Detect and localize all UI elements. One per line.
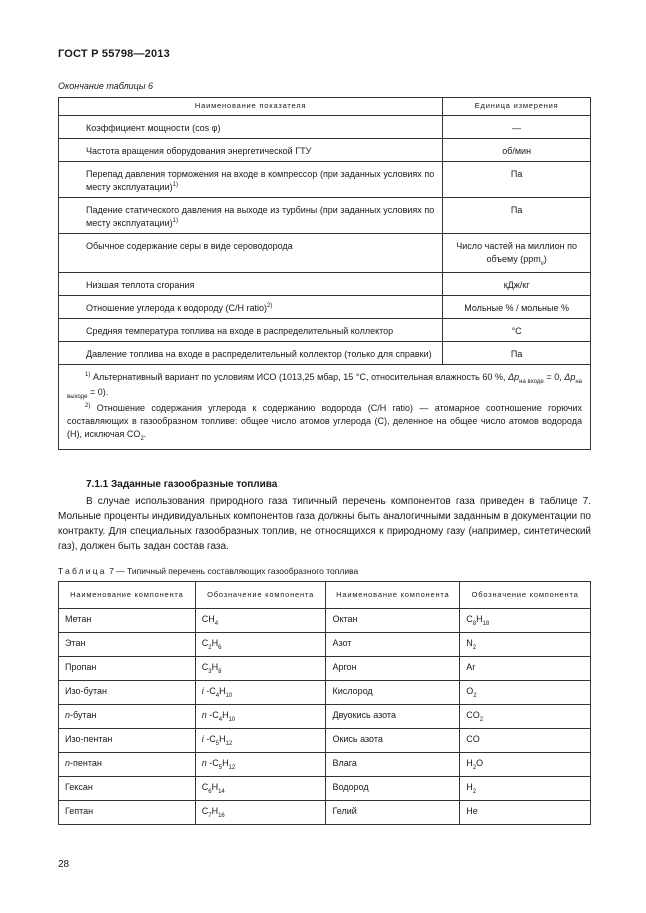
table6 [58,97,591,450]
document-header: ГОСТ Р 55798—2013 [58,48,170,60]
component-name: Двуокись азота [326,705,460,729]
indicator-unit: кДж/кг [443,272,591,295]
component-name: Окись азота [326,729,460,753]
indicator-name: Перепад давления торможения на входе в компрессор (при заданных условиях по месту эксплуатации)$^{1)}$ [59,161,443,197]
table6-row [59,318,591,341]
component-formula: i $-C_4H_{10}$ [195,681,326,705]
table7-row [59,681,591,705]
indicator-unit: °С [443,318,591,341]
component-formula: He [460,801,591,825]
table7 [58,581,591,825]
component-name: Влага [326,753,460,777]
component-name: Гелий [326,801,460,825]
table6-row [59,138,591,161]
table7-row [59,705,591,729]
indicator-name: Частота вращения оборудования энергетической ГТУ [59,138,443,161]
component-formula: $CO_2$ [460,705,591,729]
table6-caption: Окончание таблицы 6 [58,81,153,91]
table7-row [59,729,591,753]
table7-caption: Таблица 7 — Типичный перечень составляющих газообразного топлива [58,566,359,576]
table6-row [59,198,591,234]
component-name: Изо-бутан [59,681,196,705]
component-name: Гексан [59,777,196,801]
component-formula: $O_2$ [460,681,591,705]
component-formula: $H_2$ [460,777,591,801]
component-name: Октан [326,609,460,633]
table6-header-unit: Единица измерения [443,98,591,116]
indicator-name: Средняя температура топлива на входе в распределительный коллектор [59,318,443,341]
component-name: Азот [326,633,460,657]
indicator-unit: об/мин [443,138,591,161]
table7-header-4: Обозначение компонента [460,582,591,609]
section-title: 7.1.1 Заданные газообразные топлива [86,479,278,490]
page-number: 28 [58,859,70,870]
table6-row [59,295,591,318]
component-formula: $C_8H_{18}$ [460,609,591,633]
table6-row [59,341,591,364]
component-formula: n $-C_4H_{10}$ [195,705,326,729]
component-formula: i $-C_5H_{12}$ [195,729,326,753]
component-name: Пропан [59,657,196,681]
component-formula: Ar [460,657,591,681]
component-name: Кислород [326,681,460,705]
component-name: Этан [59,633,196,657]
component-formula: $CH_4$ [195,609,326,633]
table7-header-1: Наименование компонента [59,582,196,609]
component-name: Аргон [326,657,460,681]
table6-row [59,234,591,273]
component-name: n-бутан [59,705,196,729]
component-formula: $C_7H_{16}$ [195,801,326,825]
table7-row [59,753,591,777]
indicator-unit: Па [443,341,591,364]
section-paragraph: В случае использования природного газа типичный перечень компонентов газа приведен в таблице 7. Мольные проценты индивидуальных компонентов газа должны быть аналогичными заданным в документации по контракту. Для специальных газообразных топлив, не относящихся к природному газу (например, синтетический газ), должен быть задан состав газа. [58,496,591,552]
table7-row [59,633,591,657]
indicator-name: Давление топлива на входе в распределительный коллектор (только для справки) [59,341,443,364]
indicator-unit: Па [443,198,591,234]
table7-row [59,609,591,633]
indicator-name: Низшая теплота сгорания [59,272,443,295]
component-name: Водород [326,777,460,801]
indicator-unit: Мольные % / мольные % [443,295,591,318]
table7-header-2: Обозначение компонента [195,582,326,609]
table6-row [59,161,591,197]
indicator-unit: Число частей на миллион по объему (ppm$_v$) [443,234,591,273]
component-name: n-пентан [59,753,196,777]
component-formula: n $-C_5H_{12}$ [195,753,326,777]
table7-row [59,657,591,681]
indicator-unit: Па [443,161,591,197]
component-formula: CO [460,729,591,753]
component-name: Гептан [59,801,196,825]
component-formula: $H_2O$ [460,753,591,777]
table6-row [59,115,591,138]
component-name: Метан [59,609,196,633]
indicator-unit: — [443,115,591,138]
component-formula: $C_3H_8$ [195,657,326,681]
component-formula: $N_2$ [460,633,591,657]
table7-header-3: Наименование компонента [326,582,460,609]
component-name: Изо-пентан [59,729,196,753]
indicator-name: Коэффициент мощности (cos φ) [59,115,443,138]
indicator-name: Падение статического давления на выходе из турбины (при заданных условиях по месту эксплуатации)$^{1)}$ [59,198,443,234]
component-formula: $C_2H_6$ [195,633,326,657]
table7-row [59,801,591,825]
table6-notes: $^{1)}$ Альтернативный вариант по условиям ИСО (1013,25 мбар, 15 °С, относительная влажность 60 %, $\Delta p_{на входе} = 0$, $\Delta p_{на выходе} = 0$). $^{2)}$ Отношение содержания углерода к содержанию водорода (С/Н ratio) — атомарное соотношение горючих составляющих в газообразном топливе: общее число атомов углерода (С), деленное на общее число атомов водорода (Н), исключая $CO_2$. [59,364,591,450]
table6-row [59,272,591,295]
indicator-name: Отношение углерода к водороду (C/H ratio)$^{2)}$ [59,295,443,318]
table6-header-name: Наименование показателя [59,98,443,116]
table7-row [59,777,591,801]
indicator-name: Обычное содержание серы в виде сероводорода [59,234,443,273]
component-formula: $C_6H_{14}$ [195,777,326,801]
